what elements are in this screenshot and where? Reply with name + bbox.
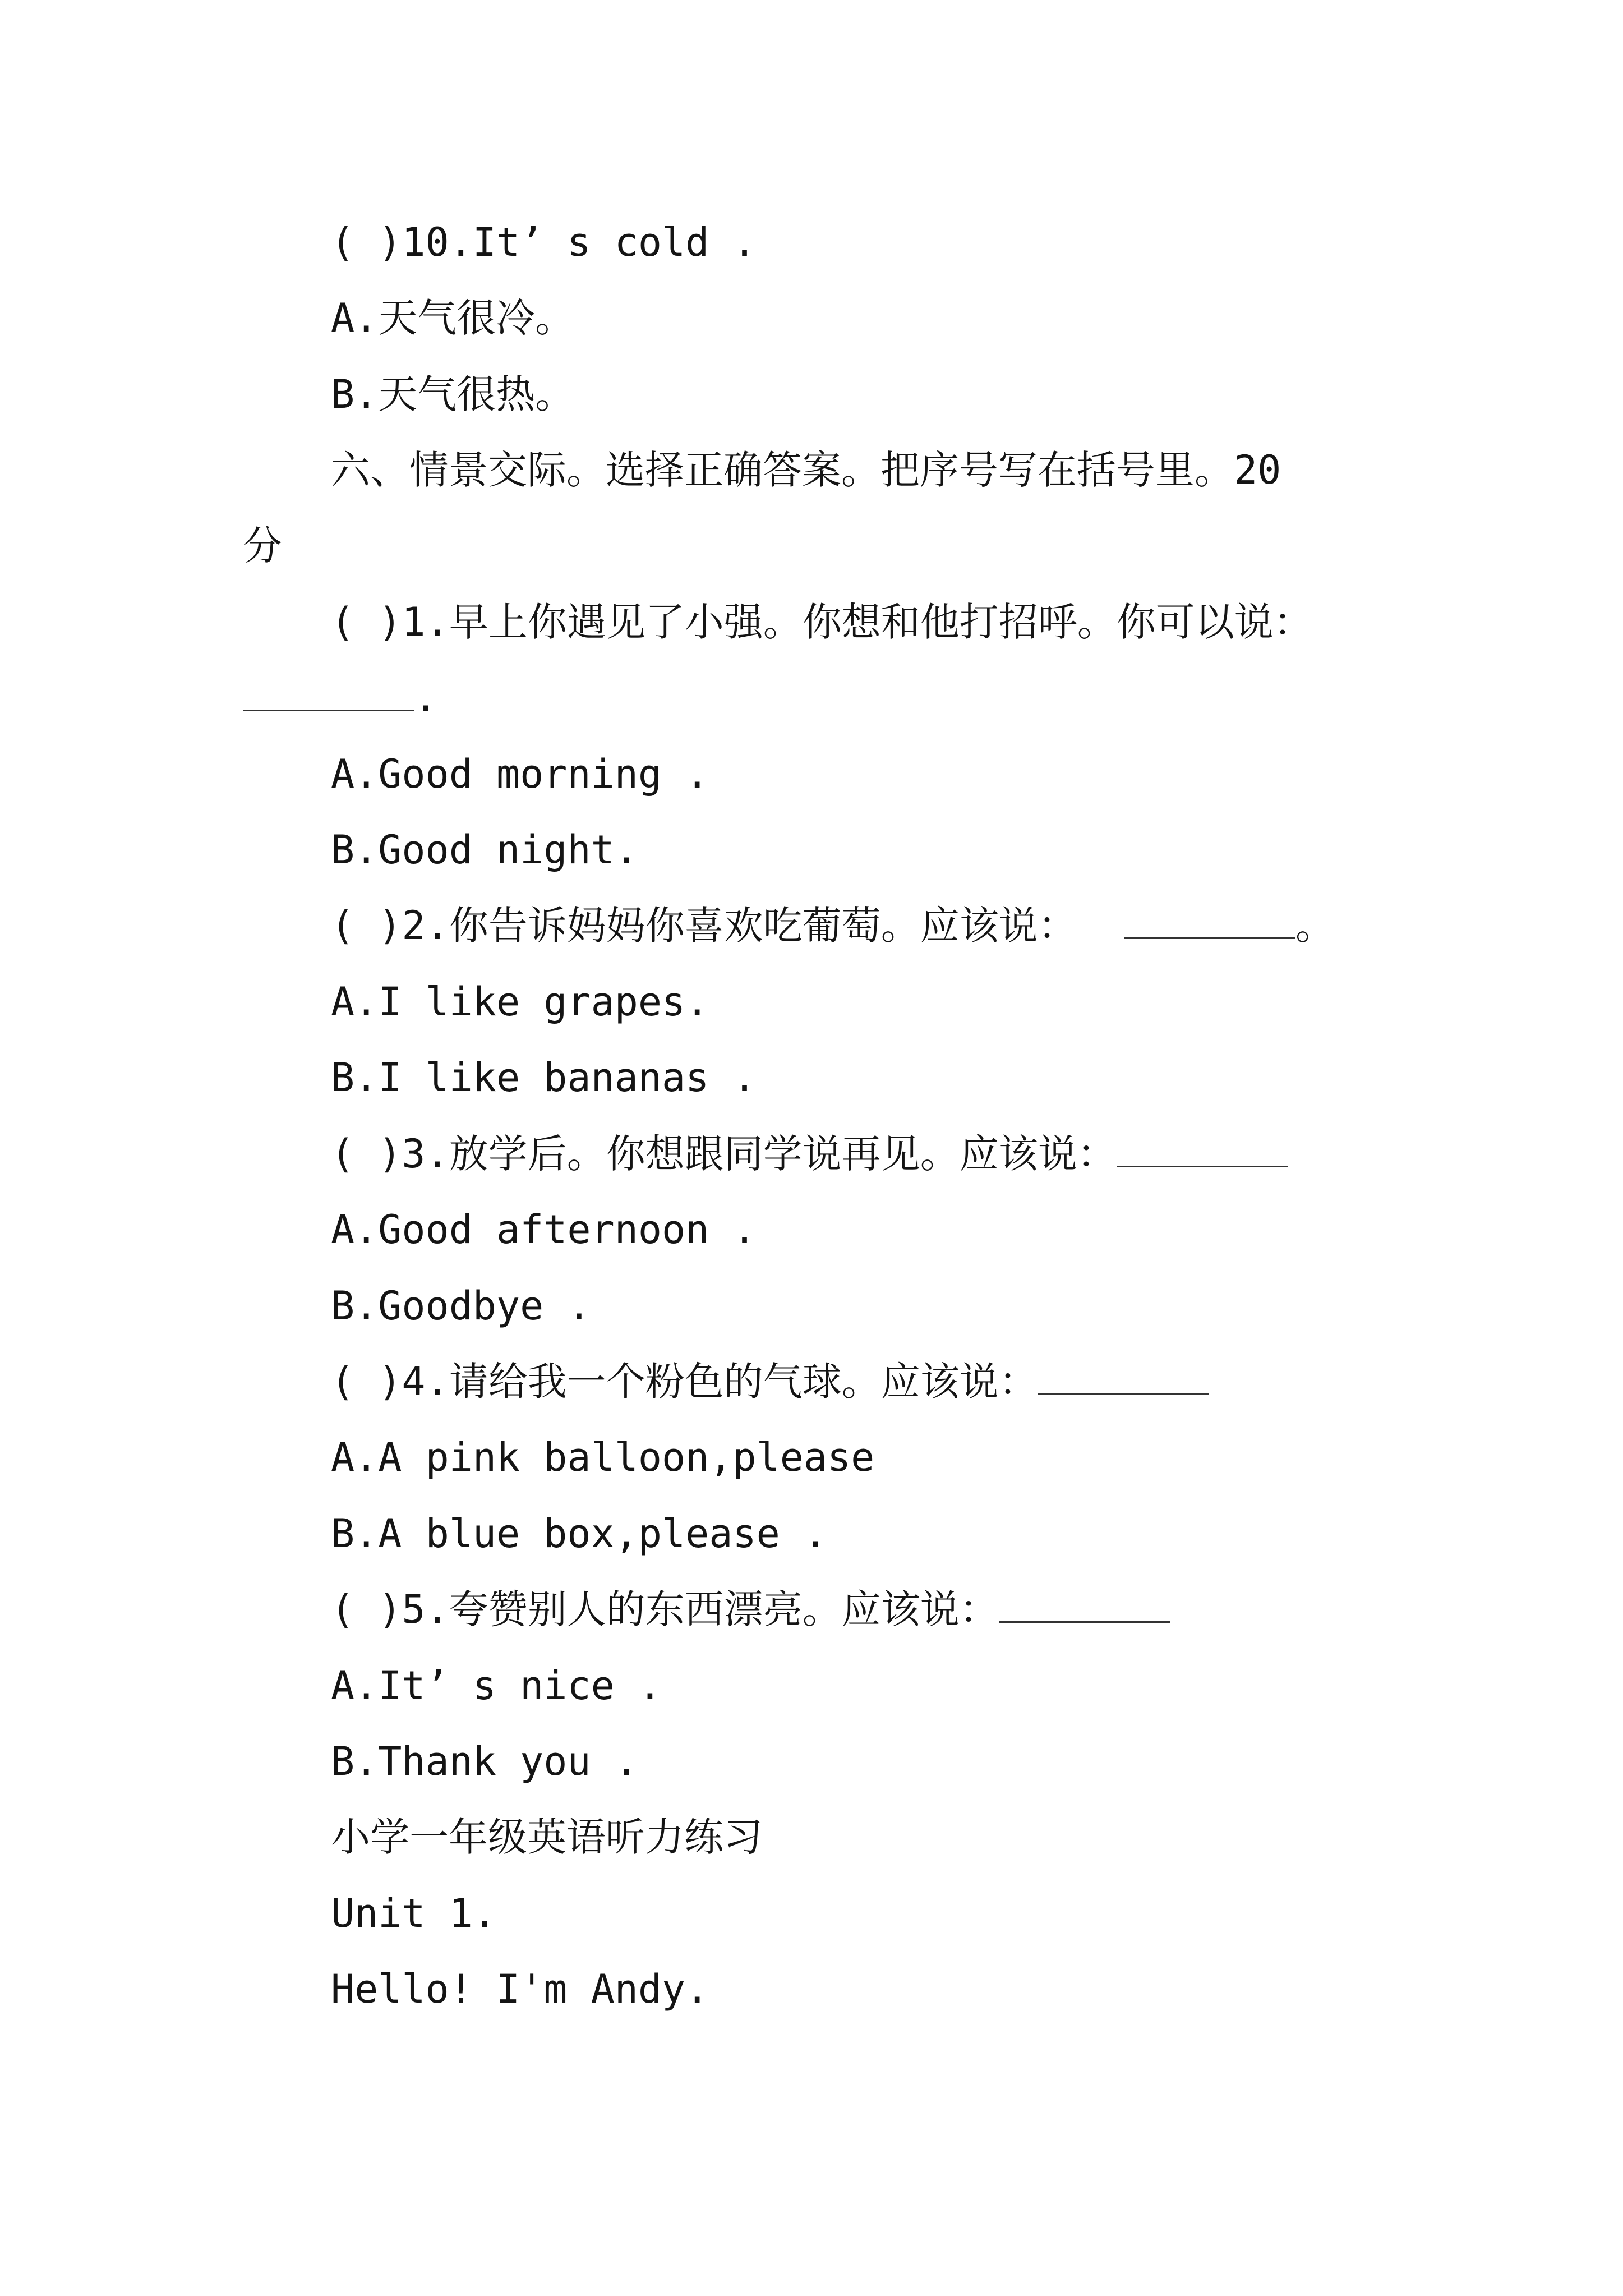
question-5-option-b: B.Thank you .: [331, 1738, 638, 1784]
practice-title: 小学一年级英语听力练习: [331, 1814, 763, 1860]
question-5-option-a: A.It’ s nice .: [331, 1663, 662, 1709]
question-4-text: ( )4.请给我一个粉色的气球。应该说：: [331, 1359, 1038, 1405]
question-2-option-a: A.I like grapes.: [331, 979, 709, 1025]
question-10-option-b: B.天气很热。: [331, 371, 575, 417]
question-1-period: .: [414, 675, 438, 721]
question-4: [331, 1356, 1209, 1407]
answer-blank: [999, 1586, 1170, 1623]
answer-blank: [243, 675, 414, 711]
question-1-option-a: A.Good morning .: [331, 751, 709, 797]
answer-blank: [1117, 1131, 1288, 1167]
question-3: [331, 1129, 1288, 1179]
question-2-text: ( )2.你告诉妈妈你喜欢吃葡萄。应该说：: [331, 903, 1125, 949]
answer-blank: [1124, 903, 1295, 939]
question-4-option-b: B.A blue box,please .: [331, 1511, 828, 1557]
question-1-answer-line: [243, 673, 437, 723]
question-3-text: ( )3.放学后。你想跟同学说再见。应该说：: [331, 1131, 1117, 1177]
question-2-option-b: B.I like bananas .: [331, 1055, 757, 1101]
dialogue-line: Hello! I'm Andy.: [331, 1966, 709, 2012]
question-5-text: ( )5.夸赞别人的东西漂亮。应该说：: [331, 1586, 999, 1632]
question-5: [331, 1584, 1170, 1635]
question-1-option-b: B.Good night.: [331, 827, 638, 873]
unit-heading: Unit 1.: [331, 1890, 497, 1936]
question-10: ( )10.It’ s cold .: [331, 219, 757, 265]
question-2-period: 。: [1295, 903, 1335, 949]
question-3-option-b: B.Goodbye .: [331, 1283, 591, 1329]
question-3-option-a: A.Good afternoon .: [331, 1207, 757, 1253]
answer-blank: [1038, 1359, 1209, 1395]
question-4-option-a: A.A pink balloon,please: [331, 1434, 875, 1480]
question-1: ( )1.早上你遇见了小强。你想和他打招呼。你可以说：: [331, 599, 1313, 645]
section-6-title-continued: 分: [243, 523, 282, 569]
question-10-option-a: A.天气很冷。: [331, 295, 575, 341]
question-2: [331, 900, 1335, 951]
section-6-title: 六、情景交际。选择正确答案。把序号写在括号里。20: [331, 447, 1281, 493]
